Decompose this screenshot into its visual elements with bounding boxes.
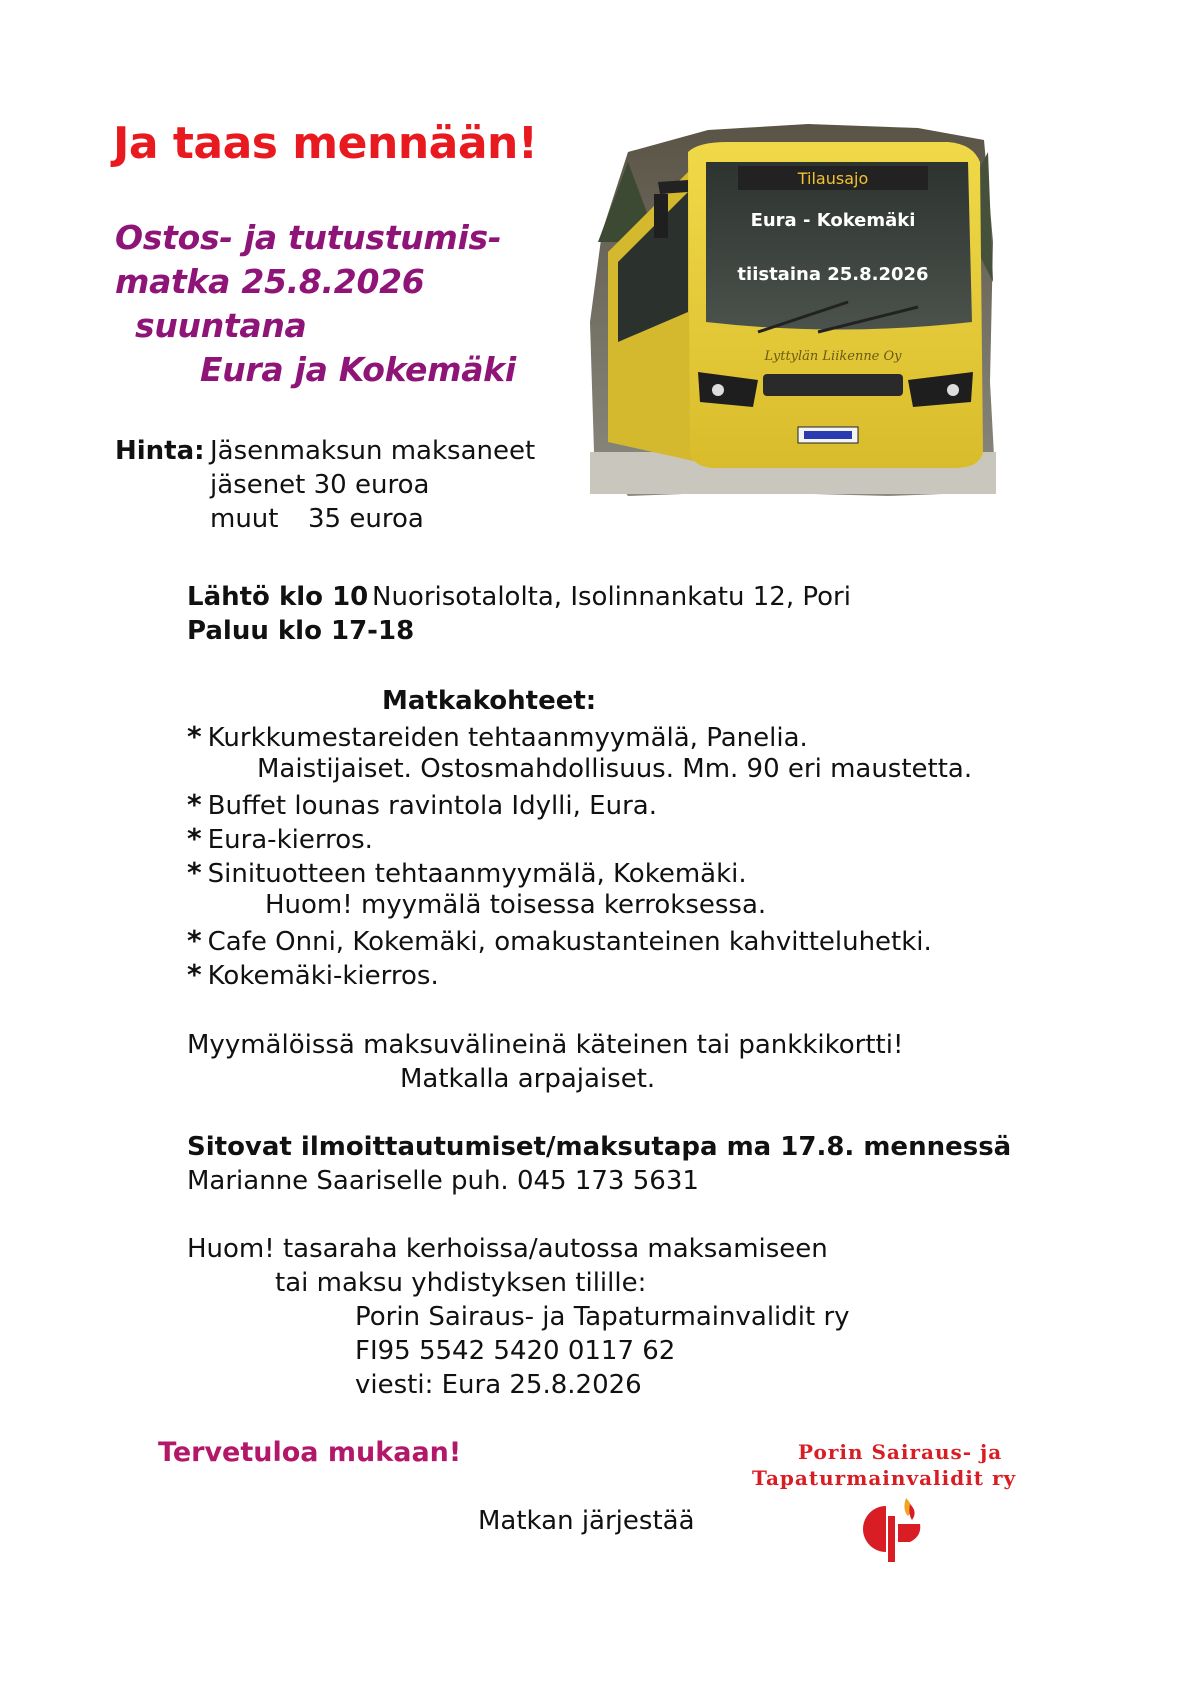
departure-place: Nuorisotalolta, Isolinnankatu 12, Pori [372,582,851,612]
bullet-star: * [187,788,202,821]
organization-logo-icon [858,1494,928,1564]
logo-title-line1: Porin Sairaus- ja [798,1440,1003,1464]
bus-sign-line2: tiistaina 25.8.2026 [737,264,929,285]
list-item [187,788,657,821]
list-item [187,924,932,957]
price-others-value: 35 euroa [308,504,424,534]
headline: Ja taas mennään! [113,118,538,169]
bus-sign-top: Tilausajo [797,169,869,188]
bus-sign-line1: Eura - Kokemäki [750,210,916,231]
subtitle-line-2: matka 25.8.2026 [115,262,425,301]
registration-contact: Marianne Saariselle puh. 045 173 5631 [187,1166,699,1196]
list-item-detail: Maistijaiset. Ostosmahdollisuus. Mm. 90 eri maustetta. [257,754,973,784]
destination-text: Kurkkumestareiden tehtaanmyymälä, Panelia. [207,723,808,753]
bullet-star: * [187,720,202,753]
destination-text: Sinituotteen tehtaanmyymälä, Kokemäki. [207,859,747,889]
destination-text: Eura-kierros. [207,825,373,855]
price-line-1: Jäsenmaksun maksaneet [210,436,536,466]
bullet-star: * [187,958,202,991]
list-item [187,822,373,855]
price-line-2: jäsenet 30 euroa [210,470,430,500]
payment-note-line1: Myymälöissä maksuvälineinä käteinen tai pankkikortti! [187,1030,904,1060]
bank-iban: FI95 5542 5420 0117 62 [355,1336,676,1366]
destination-text: Kokemäki-kierros. [207,961,439,991]
list-item [187,958,439,991]
bank-message: viesti: Eura 25.8.2026 [355,1370,642,1400]
price-others-label: muut [210,504,279,534]
bank-line2: tai maksu yhdistyksen tilille: [275,1268,647,1298]
welcome-text: Tervetuloa mukaan! [158,1437,462,1468]
departure-label: Lähtö klo 10 [187,582,369,612]
bank-account-holder: Porin Sairaus- ja Tapaturmainvalidit ry [355,1302,850,1332]
registration-heading: Sitovat ilmoittautumiset/maksutapa ma 17.8. mennessä [187,1132,1012,1162]
return-label: Paluu klo 17-18 [187,616,415,646]
bullet-star: * [187,924,202,957]
organizer-label: Matkan järjestää [478,1506,695,1536]
bus-company-name: Lyttylän Liikenne Oy [764,349,902,364]
bus-photo [588,122,998,500]
raffle-note: Matkalla arpajaiset. [400,1064,656,1094]
list-item [187,720,808,753]
subtitle-line-3: suuntana [135,306,307,345]
bullet-star: * [187,822,202,855]
bank-line1: Huom! tasaraha kerhoissa/autossa maksamiseen [187,1234,828,1264]
price-label: Hinta: [115,436,205,466]
subtitle-line-4: Eura ja Kokemäki [200,350,516,389]
list-item [187,856,747,889]
subtitle-line-1: Ostos- ja tutustumis- [115,218,502,257]
list-item-detail: Huom! myymälä toisessa kerroksessa. [265,890,767,920]
logo-title-line2: Tapaturmainvalidit ry [752,1466,1017,1490]
destination-text: Cafe Onni, Kokemäki, omakustanteinen kahvitteluhetki. [207,927,932,957]
bullet-star: * [187,856,202,889]
destinations-heading: Matkakohteet: [382,686,597,716]
destination-text: Buffet lounas ravintola Idylli, Eura. [207,791,657,821]
